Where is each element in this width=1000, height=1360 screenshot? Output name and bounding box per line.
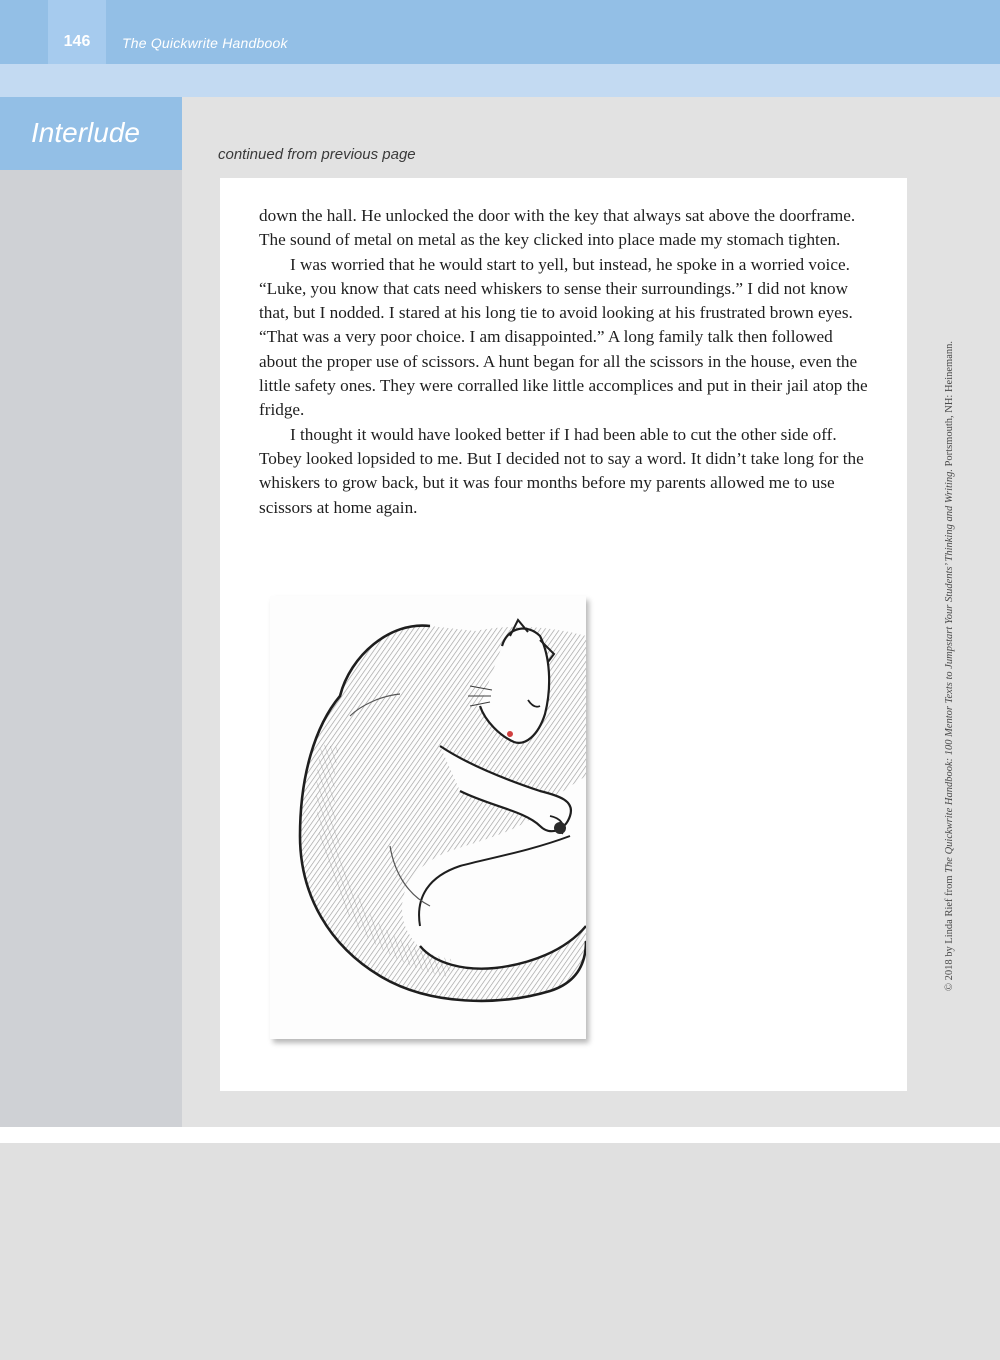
copyright-prefix: © 2018 by Linda Rief from xyxy=(944,872,955,992)
header-bar xyxy=(0,0,1000,64)
story-paragraph: I was worried that he would start to yell, but instead, he spoke in a worried voice. “Luke, you know that cats need whiskers to sense their surroundings.” I did not know that, but I nodded. I stared at his long tie to avoid looking at his frustrated brown eyes. “That was a very poor choice. I am disappointed.” A long family talk then followed about the proper use of scissors. A hunt began for all the scissors in the house, even the little safety ones. They were corralled like little accomplices and put in their jail atop the fridge. xyxy=(259,254,868,420)
copyright-suffix: Portsmouth, NH: Heinemann. xyxy=(944,341,955,470)
page-bottom-divider xyxy=(0,1127,1000,1143)
page-number: 146 xyxy=(63,33,91,50)
curled-cat-sketch-icon xyxy=(270,596,586,1039)
cat-illustration xyxy=(270,596,586,1039)
story-text xyxy=(259,204,871,520)
running-head-title: The Quickwrite Handbook xyxy=(122,35,288,51)
header-subbar xyxy=(0,64,1000,97)
continued-note: continued from previous page xyxy=(218,146,416,163)
section-label: Interlude xyxy=(31,117,140,148)
copyright-book-title: The Quickwrite Handbook: 100 Mentor Texts to Jumpstart Your Students’ Thinking and Writing. xyxy=(944,469,955,873)
story-paragraph: I thought it would have looked better if I had been able to cut the other side off. Tobey looked lopsided to me. But I decided not to say a word. It didn’t take long for the whiskers to grow back, but it was four months before my parents allowed me to use scissors at home again. xyxy=(259,424,864,517)
story-paragraph: down the hall. He unlocked the door with the key that always sat above the doorframe. The sound of metal on metal as the key clicked into place made my stomach tighten. xyxy=(259,206,856,250)
copyright-notice xyxy=(944,296,958,1036)
left-sidebar xyxy=(0,97,182,1127)
page-number-box xyxy=(48,0,106,64)
